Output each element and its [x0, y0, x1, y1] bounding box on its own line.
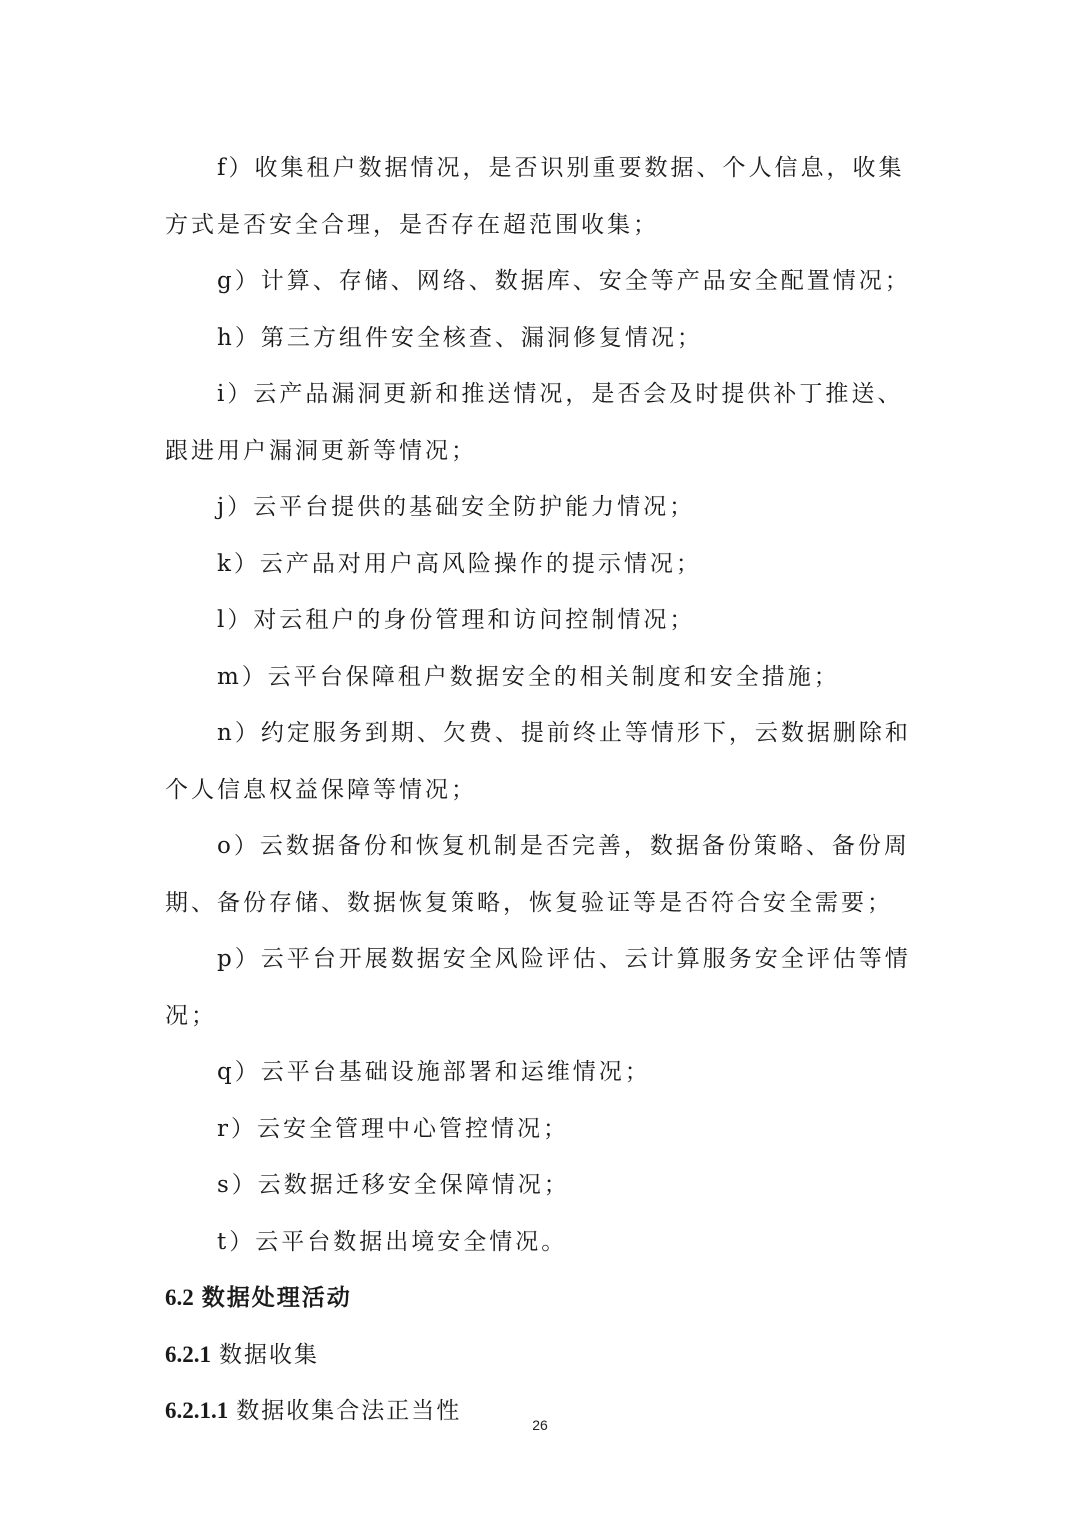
list-item-i: i）云产品漏洞更新和推送情况，是否会及时提供补丁推送、跟进用户漏洞更新等情况； [165, 381, 904, 464]
section-title: 数据收集合法正当性 [236, 1398, 462, 1424]
list-item-p: p）云平台开展数据安全风险评估、云计算服务安全评估等情况； [165, 946, 911, 1029]
section-title: 数据处理活动 [201, 1284, 352, 1311]
section-title: 数据收集 [219, 1341, 319, 1368]
page-content [165, 140, 925, 1440]
list-item-m: m）云平台保障租户数据安全的相关制度和安全措施； [217, 663, 840, 690]
list-item-t: t）云平台数据出境安全情况。 [217, 1228, 568, 1255]
page-number: 26 [532, 1417, 548, 1433]
section-number: 6.2 [165, 1285, 194, 1310]
list-item-r: r）云安全管理中心管控情况； [217, 1115, 569, 1142]
list-item-n: n）约定服务到期、欠费、提前终止等情形下，云数据删除和个人信息权益保障等情况； [165, 720, 911, 803]
list-item-s: s）云数据迁移安全保障情况； [217, 1172, 570, 1198]
list-item-g: g）计算、存储、网络、数据库、安全等产品安全配置情况； [217, 268, 911, 294]
list-item-j: j）云平台提供的基础安全防护能力情况； [217, 494, 696, 520]
list-item-o: o）云数据备份和恢复机制是否完善，数据备份策略、备份周期、备份存储、数据恢复策略，恢复验证等是否符合安全需要； [165, 833, 910, 916]
list-item-k: k）云产品对用户高风险操作的提示情况； [217, 550, 702, 577]
section-heading-6-2 [165, 1270, 925, 1327]
section-number: 6.2.1 [165, 1341, 211, 1367]
list-item-h: h）第三方组件安全核查、漏洞修复情况； [217, 324, 703, 351]
list-item-f: f）收集租户数据情况，是否识别重要数据、个人信息，收集方式是否安全合理，是否存在超范围收集； [165, 155, 905, 238]
section-heading-6-2-1 [165, 1327, 925, 1384]
list-item-q: q）云平台基础设施部署和运维情况； [217, 1059, 651, 1085]
section-number: 6.2.1.1 [165, 1398, 229, 1423]
list-item-l: l）对云租户的身份管理和访问控制情况； [217, 607, 696, 633]
